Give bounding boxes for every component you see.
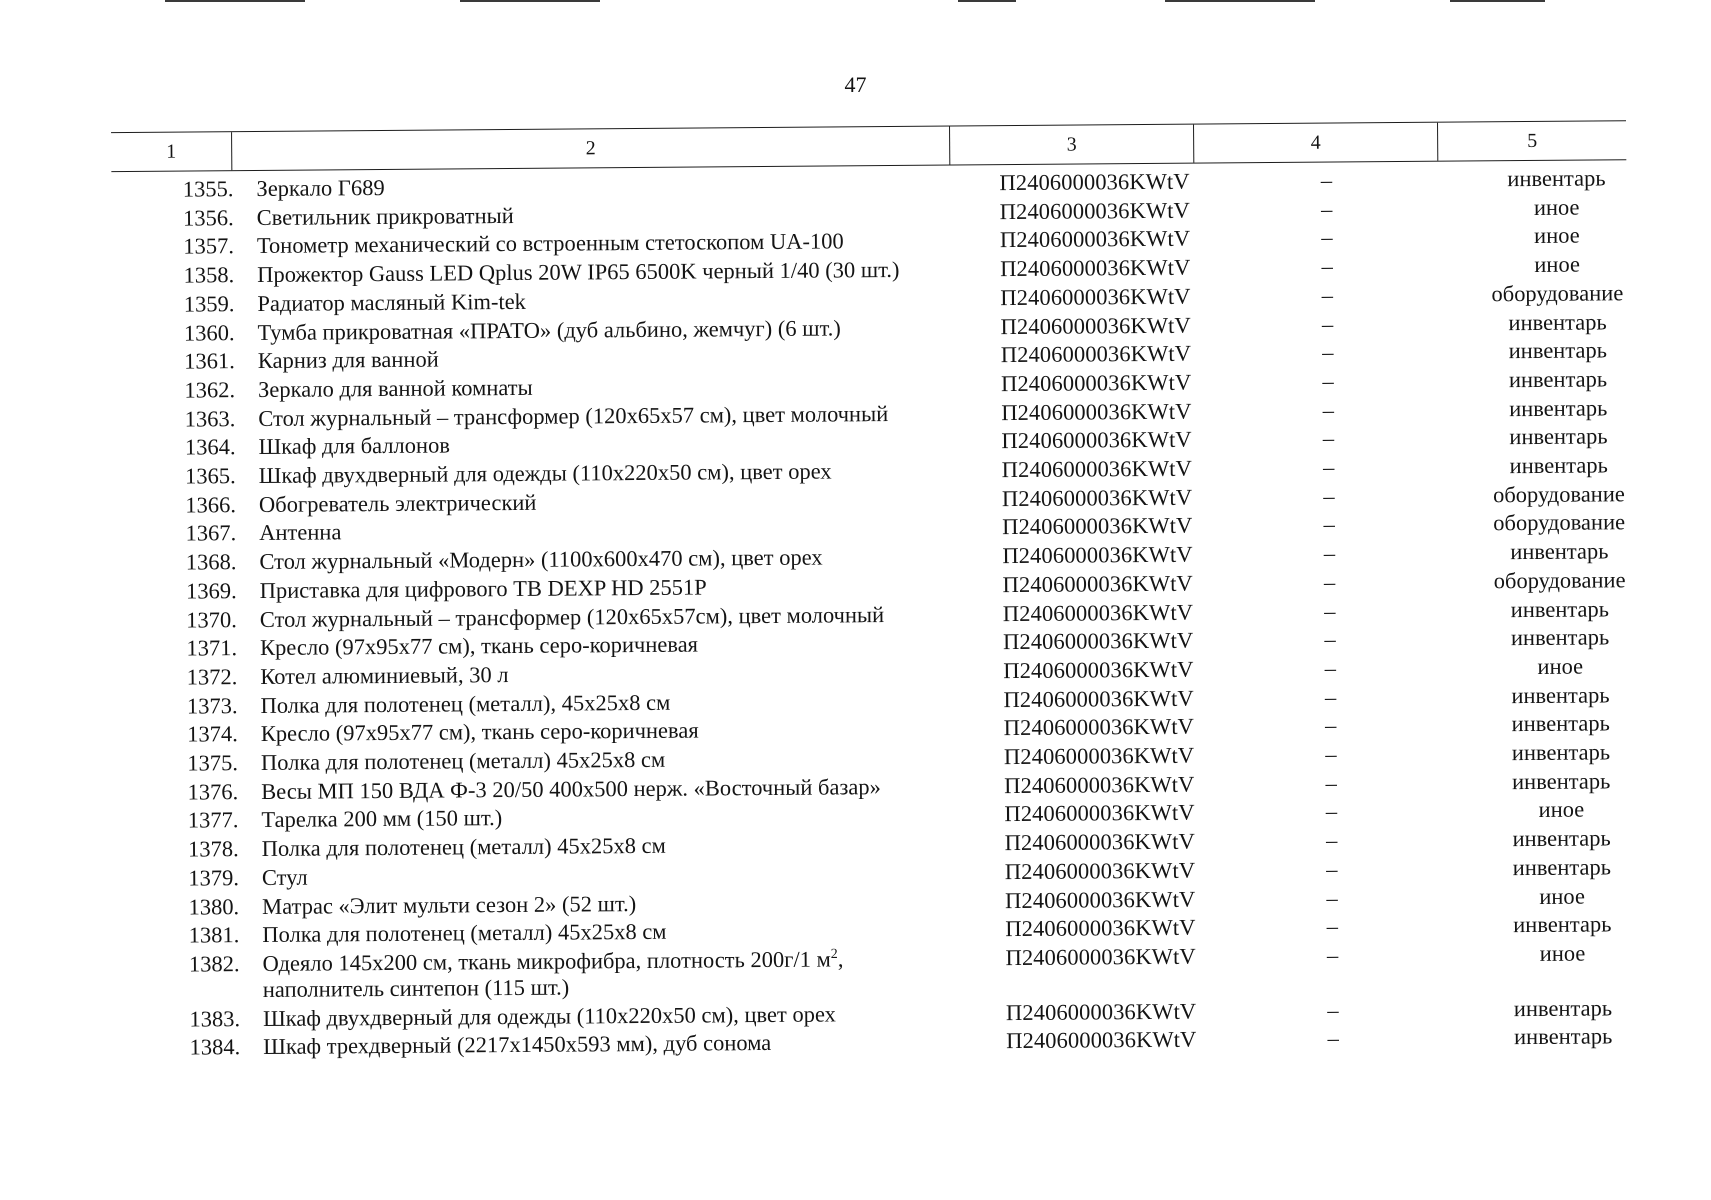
item-category: оборудование [1493, 567, 1626, 594]
item-category: оборудование [1493, 509, 1626, 536]
item-category: инвентарь [1509, 452, 1608, 479]
item-code: П2406000036KWtV [1001, 484, 1193, 511]
item-category: инвентарь [1508, 308, 1607, 335]
item-name: Матрас «Элит мульти сезон 2» (52 шт.) [262, 890, 637, 919]
column-4-value: – [1321, 282, 1334, 308]
item-category: инвентарь [1507, 165, 1606, 192]
row-number: 1376. [187, 778, 239, 805]
item-code: П2406000036KWtV [999, 197, 1191, 224]
row-number: 1355. [182, 176, 234, 202]
column-4-value: – [1322, 425, 1335, 451]
row-number: 1371. [186, 635, 238, 661]
item-name: Стул [261, 864, 308, 890]
column-4-value: – [1325, 712, 1337, 738]
item-code: П2406000036KWtV [1000, 312, 1191, 339]
item-code: П2406000036KWtV [1003, 713, 1195, 741]
item-category: инвентарь [1511, 681, 1610, 708]
row-number: 1358. [183, 262, 235, 288]
item-name: Шкаф двухдверный для одежды (110х220х50 см), цвет орех [258, 458, 832, 488]
item-name: Карниз для ванной [257, 346, 439, 374]
item-category: иное [1533, 194, 1580, 220]
column-4-value: – [1320, 167, 1333, 193]
item-name: Радиатор масляный Kim-tek [257, 288, 526, 316]
column-header-4: 4 [1193, 123, 1437, 163]
item-name: Стол журнальный – трансформер (120х65х57 см), цвет молочный [258, 400, 889, 431]
column-4-value: – [1323, 540, 1336, 566]
item-name-line2: наполнитель синтепон (115 шт.) [262, 974, 570, 1002]
item-name: Тумба прикроватная «ПРАТО» (дуб альбино, жемчуг) (6 шт.) [257, 314, 841, 345]
column-4-value: – [1322, 454, 1335, 480]
item-code: П2406000036KWtV [1003, 656, 1194, 684]
item-name: Шкаф двухдверный для одежды (110х220х50 см), цвет орех [262, 1001, 836, 1031]
item-category: инвентарь [1513, 994, 1613, 1021]
column-4-value: – [1326, 942, 1339, 968]
column-4-value: – [1322, 339, 1334, 365]
item-category: иное [1539, 883, 1585, 909]
item-code: П2406000036KWtV [1004, 828, 1195, 856]
item-code: П2406000036KWtV [1002, 513, 1193, 540]
item-category: оборудование [1491, 280, 1624, 307]
column-4-value: – [1326, 856, 1338, 882]
row-number: 1364. [184, 434, 236, 460]
item-category: иное [1534, 222, 1580, 249]
item-category: иное [1539, 940, 1586, 966]
column-4-value: – [1325, 798, 1338, 825]
row-number: 1378. [187, 836, 239, 862]
item-name [262, 945, 982, 1003]
row-number: 1375. [187, 750, 239, 776]
item-code: П2406000036KWtV [1002, 599, 1194, 626]
item-category: оборудование [1492, 480, 1625, 507]
item-name: Стол журнальный – трансформер (120х65х57см), цвет молочный [259, 601, 885, 632]
column-4-value: – [1326, 885, 1338, 911]
item-code: П2406000036KWtV [1002, 627, 1194, 655]
row-number: 1381. [188, 922, 240, 948]
column-4-value: – [1320, 196, 1333, 222]
column-4-value: – [1326, 913, 1339, 939]
item-code: П2406000036KWtV [1005, 943, 1196, 971]
row-number: 1368. [185, 549, 237, 575]
item-category: инвентарь [1508, 366, 1608, 393]
row-number: 1382. [188, 951, 240, 977]
item-name: Полка для полотенец (металл) 45х25х8 см [260, 746, 666, 775]
column-4-value: – [1322, 397, 1334, 423]
row-number: 1373. [186, 692, 238, 719]
item-code: П2406000036KWtV [1004, 800, 1195, 827]
column-4-value: – [1324, 598, 1336, 624]
item-category: иное [1534, 251, 1581, 278]
item-name: Светильник прикроватный [256, 202, 514, 230]
item-category: иное [1537, 653, 1584, 679]
column-4-value: – [1325, 770, 1337, 796]
row-number: 1366. [185, 491, 237, 518]
column-4-value: – [1323, 511, 1335, 538]
item-category: инвентарь [1508, 337, 1608, 364]
item-name: Обогреватель электрический [258, 489, 537, 517]
item-code: П2406000036KWtV [1002, 570, 1193, 597]
column-header-2: 2 [231, 127, 949, 171]
item-code: П2406000036KWtV [1001, 455, 1193, 483]
row-number: 1361. [184, 348, 235, 374]
row-number: 1367. [185, 520, 237, 546]
item-category: инвентарь [1511, 739, 1611, 766]
row-number: 1374. [187, 721, 238, 747]
column-4-value: – [1325, 827, 1338, 853]
item-code: П2406000036KWtV [1003, 685, 1194, 712]
row-number: 1379. [188, 864, 239, 891]
item-code: П2406000036KWtV [1006, 1026, 1197, 1054]
item-code: П2406000036KWtV [1004, 857, 1196, 884]
column-4-value: – [1321, 311, 1334, 337]
table-header [111, 120, 1626, 172]
column-4-value: – [1321, 224, 1333, 251]
row-number: 1369. [185, 577, 237, 604]
item-name: Зеркало Г689 [256, 174, 385, 201]
item-name: Приставка для цифрового ТВ DEXP HD 2551P [259, 574, 707, 603]
column-header-1: 1 [166, 140, 177, 163]
item-name-text: , [837, 946, 844, 972]
item-category: инвентарь [1509, 394, 1608, 421]
item-name: Шкаф трехдверный (2217х1450х593 мм), дуб сонома [263, 1030, 772, 1060]
row-number: 1359. [183, 290, 235, 317]
item-category: инвентарь [1509, 423, 1608, 450]
item-code: П2406000036KWtV [1000, 254, 1191, 282]
column-4-value: – [1327, 1025, 1339, 1051]
item-name: Котел алюминиевый, 30 л [260, 661, 509, 689]
column-header-3: 3 [949, 125, 1193, 165]
item-code: П2406000036KWtV [1005, 998, 1197, 1025]
item-code: П2406000036KWtV [1000, 369, 1192, 397]
item-name: Полка для полотенец (металл) 45х25х8 см [262, 918, 667, 948]
page-number: 47 [844, 72, 867, 97]
item-name: Прожектор Gauss LED Qplus 20W IP65 6500K черный 1/40 (30 шт.) [257, 257, 900, 288]
item-name: Антенна [259, 519, 342, 546]
item-name: Кресло (97х95х77 см), ткань серо-коричневая [260, 717, 699, 747]
superscript: 2 [830, 946, 838, 962]
item-category: инвентарь [1513, 1023, 1613, 1050]
row-number: 1362. [184, 377, 236, 403]
item-category: инвентарь [1510, 595, 1610, 622]
item-name: Полка для полотенец (металл), 45х25х8 см [260, 689, 671, 718]
item-name: Зеркало для ванной комнаты [257, 374, 533, 402]
column-4-value: – [1324, 626, 1336, 652]
item-code: П2406000036KWtV [999, 168, 1190, 196]
column-4-value: – [1324, 655, 1337, 681]
item-code: П2406000036KWtV [1000, 283, 1191, 310]
item-code: П2406000036KWtV [1002, 541, 1193, 569]
item-category: иное [1538, 796, 1585, 823]
row-number: 1384. [189, 1034, 241, 1060]
item-code: П2406000036KWtV [1000, 340, 1192, 368]
row-number: 1377. [187, 807, 239, 833]
column-4-value: – [1325, 741, 1337, 767]
item-code: П2406000036KWtV [1003, 742, 1195, 770]
row-number: 1365. [185, 463, 236, 489]
item-code: П2406000036KWtV [999, 226, 1191, 253]
item-name: Весы МП 150 ВДА Ф-3 20/50 400х500 нерж. «Восточный базар» [261, 773, 881, 804]
item-category: инвентарь [1510, 624, 1610, 651]
item-code: П2406000036KWtV [1005, 886, 1196, 913]
item-name-text: Одеяло 145х200 см, ткань микрофибра, плотность 200г/1 м [262, 946, 831, 976]
column-4-value: – [1323, 483, 1335, 509]
row-number: 1380. [188, 893, 240, 920]
item-code: П2406000036KWtV [1005, 914, 1196, 942]
column-4-value: – [1327, 997, 1339, 1023]
row-number: 1357. [183, 233, 235, 259]
item-name: Тонометр механический со встроенным стетоскопом UA-100 [256, 228, 844, 259]
column-4-value: – [1321, 253, 1333, 279]
column-4-value: – [1323, 569, 1336, 595]
item-name: Шкаф для баллонов [258, 432, 450, 460]
item-category: инвентарь [1511, 710, 1610, 737]
column-header-5: 5 [1437, 121, 1626, 160]
item-category: инвентарь [1510, 538, 1609, 565]
item-name: Тарелка 200 мм (150 шт.) [261, 805, 503, 833]
item-category: инвентарь [1513, 911, 1612, 938]
row-number: 1363. [184, 405, 236, 432]
item-name: Стол журнальный «Модерн» (1100х600х470 см), цвет орех [259, 544, 823, 575]
column-4-value: – [1322, 368, 1334, 394]
row-number: 1383. [189, 1005, 241, 1032]
item-category: инвентарь [1512, 854, 1612, 880]
item-category: инвентарь [1511, 768, 1611, 794]
item-code: П2406000036KWtV [1001, 426, 1192, 454]
item-category: инвентарь [1512, 825, 1611, 852]
item-name: Полка для полотенец (металл) 45х25х8 см [261, 832, 666, 862]
row-number: 1360. [183, 319, 235, 346]
row-number: 1372. [186, 664, 238, 690]
item-code: П2406000036KWtV [1001, 398, 1192, 425]
item-name: Кресло (97х95х77 см), ткань серо-коричневая [259, 631, 699, 661]
row-number: 1356. [182, 204, 234, 231]
item-code: П2406000036KWtV [1004, 771, 1195, 798]
row-number: 1370. [186, 606, 237, 633]
column-4-value: – [1324, 684, 1337, 710]
